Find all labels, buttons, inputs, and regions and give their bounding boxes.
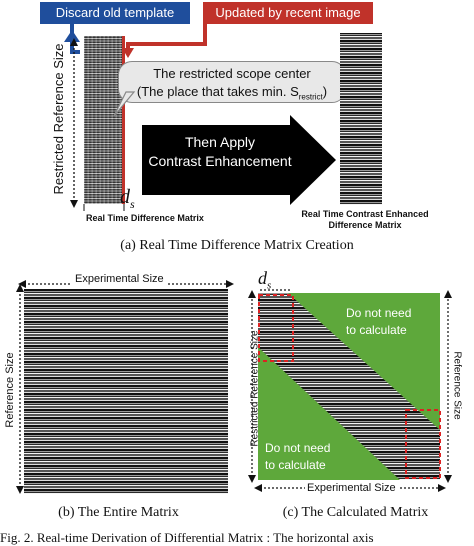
caption-a: (a) Real Time Difference Matrix Creation [120, 238, 354, 253]
no-calc-lower: Do not need to calculate [265, 441, 331, 472]
experimental-size-label: Experimental Size [72, 273, 167, 285]
bubble-line1: The restricted scope center [153, 66, 311, 81]
rt-contrast-label: Real Time Contrast Enhanced Difference Matrix [301, 209, 429, 230]
caption-b: (b) The Entire Matrix [58, 505, 179, 520]
caption-c: (c) The Calculated Matrix [282, 505, 429, 520]
arrow-text: Then Apply Contrast Enhancement [148, 134, 292, 169]
updated-label: Updated by recent image [215, 5, 361, 20]
discard-label: Discard old template [55, 5, 175, 20]
bubble-tail [112, 90, 136, 120]
ds-label: $d_s$ [120, 186, 135, 211]
panel-c-ds-label: $d_s$ [258, 268, 272, 292]
reference-size-label: Reference Size [4, 340, 16, 440]
figure-caption: Fig. 2. Real-time Derivation of Differential Matrix : The horizontal axis [0, 530, 374, 545]
rt-diff-label: Real Time Difference Matrix [86, 213, 204, 223]
restricted-scope-bubble [118, 61, 346, 103]
reference-size-label-c: Reference Size [451, 351, 463, 420]
no-calc-upper: Do not need to calculate [346, 306, 412, 337]
bubble-line2: (The place that takes min. $S_{restrict}$) [136, 84, 328, 102]
rt-difference-matrix [84, 36, 124, 204]
rt-matrix-red-edge [122, 36, 125, 204]
entire-matrix [24, 289, 228, 494]
restricted-reference-size-label: Restricted Reference Size [51, 43, 66, 195]
experimental-size-label-c: Experimental Size [307, 482, 396, 494]
restricted-ref-size-label-c: Restricted Reference Size [249, 330, 261, 447]
rt-contrast-matrix [340, 33, 382, 205]
